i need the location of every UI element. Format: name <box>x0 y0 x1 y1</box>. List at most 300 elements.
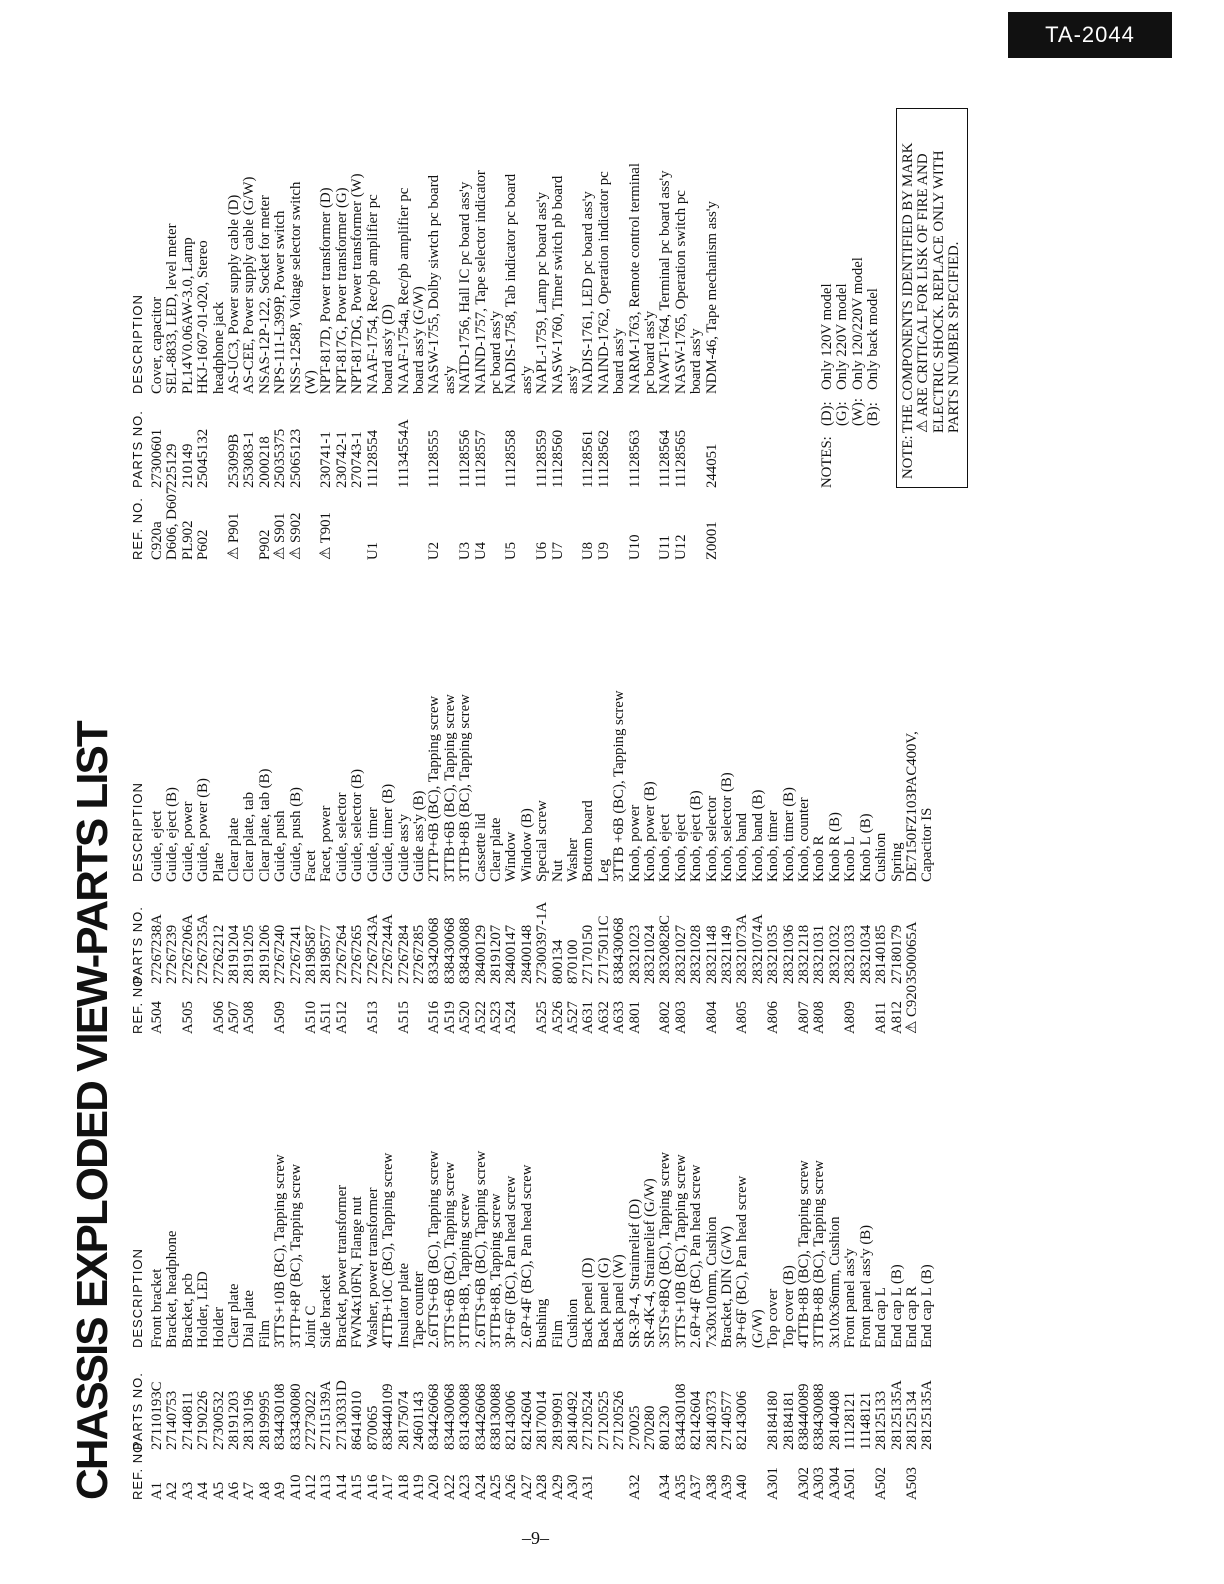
table-row <box>165 1151 180 1500</box>
parts-no: 11128556 <box>457 429 474 488</box>
parts-no: 24601143 <box>410 1391 427 1450</box>
table-row <box>566 1151 581 1500</box>
parts-no: 28170014 <box>534 1390 551 1450</box>
table-row <box>150 163 165 560</box>
parts-no: 230741-1 <box>318 431 335 488</box>
table-row <box>196 163 211 560</box>
description: NAIND-1762, Operation indicator pc <box>595 171 612 394</box>
ref-no: A802 <box>657 1001 674 1034</box>
description: 3TTB+8B, Tapping screw <box>487 1193 504 1348</box>
ref-no: U11 <box>657 535 674 560</box>
ref-no: A14 <box>333 1474 350 1500</box>
parts-no: 11128564 <box>657 429 674 488</box>
parts-no: 27300601 <box>149 428 165 488</box>
description: Tape counter <box>410 1271 427 1348</box>
description: Back penel (D) <box>580 1257 597 1348</box>
table-row <box>705 690 720 1034</box>
ref-no: A507 <box>226 1001 243 1034</box>
table-row <box>458 690 473 1034</box>
header-ref: REF. NO. <box>129 971 145 1034</box>
parts-no: 28321035 <box>765 924 782 984</box>
table-row <box>658 1151 673 1500</box>
table-row <box>597 690 612 1034</box>
description: Bracket, headphone <box>164 1230 181 1348</box>
ref-no <box>489 488 504 560</box>
ref-no: A22 <box>441 1474 458 1500</box>
ref-no: A523 <box>487 1001 504 1034</box>
table-row <box>859 690 874 1034</box>
table-row <box>319 163 334 560</box>
parts-no: 27267264 <box>333 924 350 984</box>
parts-no: 270280 <box>642 1405 658 1450</box>
description: Special screw <box>534 800 551 882</box>
description: Clear plate <box>487 817 504 882</box>
ref-no: A519 <box>441 1001 458 1034</box>
table-row <box>412 163 427 560</box>
description: Knob, power (B) <box>642 781 658 882</box>
ref-no: A301 <box>765 1467 782 1500</box>
ref-no <box>859 1450 874 1500</box>
parts-no: 86414010 <box>349 1390 366 1450</box>
description: (W) <box>303 370 320 394</box>
description: End cap L <box>873 1287 890 1348</box>
table-row <box>443 163 458 560</box>
note-key: (W): <box>849 398 866 426</box>
parts-no: 838430088 <box>811 1383 828 1450</box>
ref-no: A9 <box>272 1481 289 1500</box>
description: NPT-817D, Power transformer (D) <box>318 187 335 394</box>
ref-no: A2 <box>164 1481 181 1500</box>
parts-no <box>689 394 704 488</box>
parts-no: 11128558 <box>503 429 520 488</box>
parts-no: 834426068 <box>426 1383 443 1450</box>
description: headphone jack <box>210 301 227 394</box>
parts-no: 11128557 <box>472 429 489 488</box>
description: Back panel (W) <box>611 1254 628 1348</box>
description: Bracket, power transformer <box>333 1184 350 1348</box>
description: Spring <box>888 842 905 882</box>
safety-note-box <box>896 108 968 488</box>
table-row <box>273 163 288 560</box>
ref-no: U6 <box>534 541 551 560</box>
parts-no: 28321149 <box>719 925 736 984</box>
description: 2.6TTS+6B (BC), Tapping screw <box>426 1150 443 1348</box>
table-row <box>181 1151 196 1500</box>
table-row <box>458 163 473 560</box>
table-rows <box>150 163 720 560</box>
description: Knob, band (B) <box>749 789 766 882</box>
table-row <box>658 690 673 1034</box>
table-row <box>474 690 489 1034</box>
parts-no: 838130088 <box>487 1383 504 1450</box>
table-row <box>920 1151 935 1500</box>
parts-no: 225129 <box>164 443 181 488</box>
parts-no: 253083-1 <box>241 431 258 488</box>
description: (G/W) <box>749 1309 766 1348</box>
description: NADIS-1761, LED pc board ass'y <box>580 191 597 394</box>
ref-no <box>566 488 581 560</box>
description: 4TTB+8B (BC), Tapping screw <box>796 1160 813 1348</box>
ref-no: A801 <box>626 1001 643 1034</box>
table-row <box>581 690 596 1034</box>
table-row <box>397 1151 412 1500</box>
table-row <box>443 690 458 1034</box>
ref-no: P902 <box>256 529 273 560</box>
header-desc: DESCRIPTION <box>129 782 145 882</box>
description: Knob, band <box>734 812 751 882</box>
ref-no: A30 <box>564 1474 581 1500</box>
ref-no: A515 <box>395 1001 412 1034</box>
description: Front panel ass'y (B) <box>857 1224 874 1348</box>
description: 3TTB+8B (BC), Tapping screw <box>811 1160 828 1348</box>
table-row <box>890 690 905 1034</box>
description: Knob R (B) <box>826 812 843 882</box>
table-row <box>289 163 304 560</box>
parts-no: 801230 <box>657 1405 674 1450</box>
ref-no: A805 <box>734 1001 751 1034</box>
table-row <box>165 163 180 560</box>
table-row <box>335 163 350 560</box>
parts-no: 27267206A <box>179 914 196 984</box>
parts-no: 270743-1 <box>349 431 366 488</box>
table-row <box>905 1151 920 1500</box>
description: Film <box>256 1320 273 1348</box>
ref-no: A32 <box>626 1474 643 1500</box>
ref-no: A511 <box>318 1001 335 1034</box>
ref-no <box>350 984 365 1034</box>
description: Front bracket <box>149 1268 165 1348</box>
ref-no: A502 <box>873 1467 890 1500</box>
ref-no: A808 <box>811 1001 828 1034</box>
parts-no: 28130196 <box>241 1390 258 1450</box>
table-row <box>551 1151 566 1500</box>
table-row <box>581 163 596 560</box>
parts-no: 25045132 <box>195 428 212 488</box>
parts-no: 27267238A <box>149 914 165 984</box>
description: FWN4x10FN, Flange nut <box>349 1196 366 1348</box>
parts-no: 27180179 <box>888 924 905 984</box>
table-row <box>304 1151 319 1500</box>
parts-no: 25065123 <box>287 428 304 488</box>
parts-no <box>212 394 227 488</box>
ref-no: A503 <box>903 1467 920 1500</box>
table-row <box>812 1151 827 1500</box>
table-row <box>350 1151 365 1500</box>
parts-table-2 <box>124 690 936 1034</box>
description: Guide, timer <box>364 807 381 882</box>
parts-no: 27267239 <box>164 924 181 984</box>
safety-note-text: THE COMPONENTS IDENTIFIED BY MARK ⚠ ARE CRITICAL FOR LISK OF FIRE AND ELECTRIC SHOCK. REPLACE ONLY WITH PARTS NUMBER SPECIFIED. <box>900 142 963 433</box>
description: 2.6P+4F (BC), Pan head screw <box>518 1164 535 1348</box>
table-row <box>181 690 196 1034</box>
parts-no: 28125134 <box>903 1390 920 1450</box>
description: Facet, power <box>318 805 335 882</box>
ref-no: ⚠ S902 <box>287 512 304 560</box>
parts-no: 11128121 <box>842 1391 859 1450</box>
description: Knob L (B) <box>857 813 874 882</box>
table-row <box>350 690 365 1034</box>
ref-no <box>643 488 658 560</box>
notes <box>820 257 882 488</box>
parts-no: 28175074 <box>395 1390 412 1450</box>
parts-no: 28321024 <box>642 924 658 984</box>
parts-no: 27267244A <box>380 914 397 984</box>
description: Bottom board <box>580 800 597 882</box>
ref-no: PL902 <box>179 520 196 560</box>
description: HKJ-1607-01-020, Stereo <box>195 240 212 394</box>
ref-no: A15 <box>349 1474 366 1500</box>
parts-no <box>643 394 658 488</box>
table-row <box>304 163 319 560</box>
description: Guide, timer (B) <box>380 783 397 882</box>
parts-no: 28199091 <box>549 1390 566 1450</box>
ref-no: U8 <box>580 541 597 560</box>
ref-no <box>751 1450 766 1500</box>
description: Bushing <box>534 1298 551 1348</box>
table-rows <box>150 690 936 1034</box>
note-text: Only 220V model <box>834 283 851 390</box>
table-row <box>335 690 350 1034</box>
description: Cushion <box>873 832 890 882</box>
description: Insulator plate <box>395 1262 412 1348</box>
table-row <box>227 163 242 560</box>
parts-no: 27110193C <box>149 1381 165 1450</box>
description: ass'y <box>441 365 458 394</box>
table-header <box>124 1151 150 1500</box>
parts-no: 28321074A <box>749 914 766 984</box>
ref-no: A303 <box>811 1467 828 1500</box>
description: 3STS+8BQ (BC), Tapping screw <box>657 1151 674 1348</box>
ref-no: U3 <box>457 541 474 560</box>
table-row <box>242 163 257 560</box>
ref-no <box>289 984 304 1034</box>
table-row <box>751 1151 766 1500</box>
description: PL14V0.06AW-3.0, Lamp <box>179 237 196 394</box>
ref-no: A35 <box>672 1474 689 1500</box>
ref-no: A516 <box>426 1001 443 1034</box>
table-row <box>289 1151 304 1500</box>
table-row <box>427 1151 442 1500</box>
description: Guide ass'y (B) <box>410 790 427 882</box>
table-row <box>150 1151 165 1500</box>
description: Cover, capacitor <box>149 296 165 394</box>
table-row <box>520 690 535 1034</box>
ref-no <box>412 984 427 1034</box>
description: 2.6TTS+6B (BC), Tapping screw <box>472 1150 489 1348</box>
ref-no: A631 <box>580 1001 597 1034</box>
parts-no: 27140577 <box>719 1390 736 1450</box>
parts-no: 28191205 <box>241 924 258 984</box>
parts-no: 27267243A <box>364 914 381 984</box>
parts-no: 27267241 <box>287 924 304 984</box>
ref-no <box>212 488 227 560</box>
ref-no: A803 <box>672 1001 689 1034</box>
table-row <box>612 163 627 560</box>
note-key: (G): <box>834 401 851 426</box>
ref-no <box>350 488 365 560</box>
note-key: (D): <box>819 401 835 426</box>
description: Guide, eject <box>149 810 165 882</box>
ref-no: A16 <box>364 1474 381 1500</box>
ref-no: A7 <box>241 1481 258 1500</box>
description: Bracket, DIN (G/W) <box>719 1225 736 1348</box>
table-row <box>874 690 889 1034</box>
table-row <box>319 690 334 1034</box>
parts-no: 834430108 <box>272 1383 289 1450</box>
description: Guide ass'y <box>395 813 412 882</box>
parts-no: 11128559 <box>534 429 551 488</box>
description: Clear plate <box>226 817 243 882</box>
table-row <box>196 690 211 1034</box>
note-text: Only 120V model <box>819 283 835 390</box>
parts-no <box>566 394 581 488</box>
table-row <box>674 1151 689 1500</box>
ref-no <box>412 488 427 560</box>
ref-no <box>782 1450 797 1500</box>
parts-no <box>612 394 627 488</box>
table-row <box>381 163 396 560</box>
table-row <box>427 690 442 1034</box>
description: ass'y <box>518 365 535 394</box>
table-row <box>689 1151 704 1500</box>
parts-no: 27267235A <box>195 914 212 984</box>
parts-no: 3500065A <box>903 921 920 984</box>
parts-no: 834430108 <box>672 1383 689 1450</box>
table-row <box>705 163 720 560</box>
description: DE7150FZ103PAC400V, <box>903 731 920 882</box>
parts-no: 28125135A <box>888 1380 905 1450</box>
description: Knob, power <box>626 804 643 882</box>
description: Bracket, pcb <box>179 1273 196 1348</box>
description: NPT-817G, Power transformer (G) <box>333 187 350 394</box>
parts-no: 28321218 <box>796 924 813 984</box>
parts-no: 27273022 <box>303 1390 320 1450</box>
ref-no: A6 <box>226 1481 243 1500</box>
ref-no <box>304 488 319 560</box>
parts-no: 253099B <box>226 433 243 488</box>
note-text: Only back model <box>865 288 882 390</box>
ref-no <box>381 984 396 1034</box>
table-row <box>273 690 288 1034</box>
parts-no: 28320828C <box>657 914 674 984</box>
description: Knob L <box>842 836 859 882</box>
ref-no: A31 <box>580 1474 597 1500</box>
parts-no: 28191203 <box>226 1390 243 1450</box>
description: NAIND-1757, Tape selector indicator <box>472 170 489 394</box>
table-row <box>766 690 781 1034</box>
table-row <box>366 163 381 560</box>
description: AS-UC3, Power supply cable (D) <box>226 194 243 394</box>
table-row <box>273 1151 288 1500</box>
table-row <box>304 690 319 1034</box>
page-number: –9– <box>522 1528 549 1548</box>
table-row <box>412 690 427 1034</box>
parts-no: 27140753 <box>164 1390 181 1450</box>
description: NPS-111-L399P, Power switch <box>272 210 289 394</box>
parts-no: 834430068 <box>441 1383 458 1450</box>
parts-no: 230742-1 <box>333 431 350 488</box>
description: Washer, power transformer <box>364 1187 381 1348</box>
description: Knob R <box>811 835 828 882</box>
parts-no: 28199995 <box>256 1390 273 1450</box>
ref-no: ⚠ T901 <box>318 512 335 560</box>
parts-no: 25035375 <box>272 428 289 488</box>
table-row <box>628 690 643 1034</box>
description: 3TTB+8B (BC), Tapping screw <box>457 694 474 882</box>
parts-no: 27262212 <box>210 924 227 984</box>
ref-no: A13 <box>318 1474 335 1500</box>
table-row <box>504 163 519 560</box>
parts-no: 28198587 <box>303 924 320 984</box>
ref-no <box>242 488 257 560</box>
table-row <box>566 690 581 1034</box>
header-desc: DESCRIPTION <box>129 294 145 394</box>
parts-no: 11134554A <box>395 419 412 488</box>
description: NASW-1760, Timer switch pb board <box>549 175 566 394</box>
ref-no: U9 <box>595 541 612 560</box>
table-row <box>581 1151 596 1500</box>
ref-no: A807 <box>796 1001 813 1034</box>
table-header <box>124 163 150 560</box>
table-row <box>258 163 273 560</box>
header-desc: DESCRIPTION <box>129 1248 145 1348</box>
parts-no: 28321023 <box>626 924 643 984</box>
parts-no: 27130331D <box>333 1380 350 1450</box>
table-row <box>165 690 180 1034</box>
ref-no: A39 <box>719 1474 736 1500</box>
table-row <box>843 690 858 1034</box>
parts-no: 28321032 <box>826 924 843 984</box>
parts-no: 838440089 <box>796 1383 813 1450</box>
table-row <box>289 690 304 1034</box>
parts-no: 28198577 <box>318 924 335 984</box>
description: board ass'y <box>611 328 628 394</box>
table-row <box>643 690 658 1034</box>
ref-no: U7 <box>549 541 566 560</box>
parts-no: 28400147 <box>503 924 520 984</box>
description: NADIS-1758, Tab indicator pc board <box>503 173 520 394</box>
table-row <box>535 1151 550 1500</box>
ref-no <box>689 488 704 560</box>
ref-no: ⚠ P901 <box>226 512 243 560</box>
ref-no: A28 <box>534 1474 551 1500</box>
description: Guide, push <box>272 810 289 882</box>
ref-no <box>443 488 458 560</box>
header-parts: PARTS NO. <box>129 906 145 984</box>
table-row <box>735 690 750 1034</box>
table-row <box>843 1151 858 1500</box>
description: Knob, timer <box>765 810 782 882</box>
table-row <box>689 163 704 560</box>
table-row <box>828 690 843 1034</box>
ref-no: A804 <box>703 1001 720 1034</box>
description: Plate <box>210 852 227 882</box>
description: SR-3P-4, Strainrelief (D) <box>626 1198 643 1348</box>
parts-no: 82143006 <box>503 1390 520 1450</box>
ref-no: A520 <box>457 1001 474 1034</box>
parts-no: 834426068 <box>472 1383 489 1450</box>
ref-no: A5 <box>210 1481 227 1500</box>
ref-no: A34 <box>657 1474 674 1500</box>
description: board ass'y <box>688 328 705 394</box>
ref-no: A4 <box>195 1481 212 1500</box>
ref-no <box>828 984 843 1034</box>
table-row <box>828 1151 843 1500</box>
description: Front panel ass'y <box>842 1248 859 1348</box>
notes-label: NOTES: <box>819 436 835 488</box>
description: Nut <box>549 859 566 882</box>
description: Window (B) <box>518 808 535 882</box>
